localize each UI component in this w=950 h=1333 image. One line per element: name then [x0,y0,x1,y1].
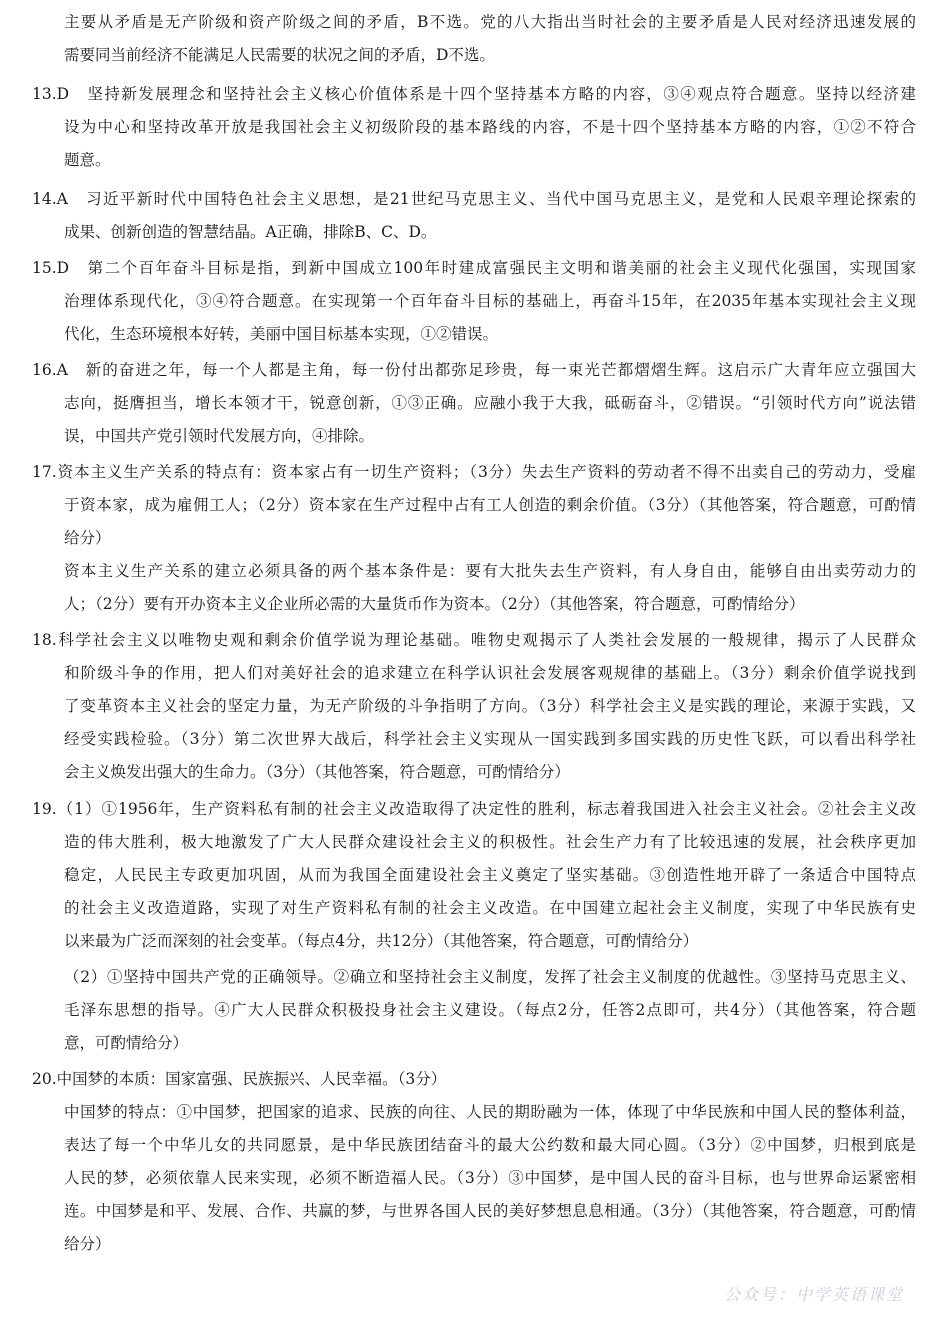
watermark: 公众号：中学英语课堂 [723,1285,904,1304]
text-line: 给分） [64,529,111,547]
text-line: 资本主义生产关系的建立必须具备的两个基本条件是：要有大批失去生产资料，有人身自由，能够自由出卖劳动力的 [64,562,916,580]
answer-20-line: 20.中国梦的本质：国家富强、民族振兴、人民幸福。（3分） [32,1070,447,1088]
text-line: 于资本家，成为雇佣工人；（2分）资本家在生产过程中占有工人创造的剩余价值。（3分）（其他答案，符合题意，可酌情 [64,496,916,514]
text-line: 设为中心和坚持改革开放是我国社会主义初级阶段的基本路线的内容，不是十四个坚持基本方略的内容，①②不符合 [64,118,916,136]
text-line: 意，可酌情给分） [64,1034,189,1052]
text-line: 人民的梦，必须依靠人民来实现，必须不断造福人民。（3分）③中国梦，是中国人民的奋斗目标，也与世界命运紧密相 [64,1169,916,1187]
text-line: 成果、创新创造的智慧结晶。A正确，排除B、C、D。 [64,223,437,241]
text-line: 主要从矛盾是无产阶级和资产阶级之间的矛盾，B不选。党的八大指出当时社会的主要矛盾是人民对经济迅速发展的 [64,13,916,31]
text-line: 人；（2分）要有开办资本主义企业所必需的大量货币作为资本。（2分）（其他答案，符合题意，可酌情给分） [64,595,805,613]
text-line: 题意。 [64,151,111,169]
text-line: 以来最为广泛而深刻的社会变革。（每点4分，共12分）（其他答案，符合题意，可酌情给分） [64,932,699,950]
answer-13-line: 13.D 坚持新发展理念和坚持社会主义核心价值体系是十四个坚持基本方略的内容，③④观点符合题意。坚持以经济建 [32,85,916,103]
text-line: 了变革资本主义社会的坚定力量，为无产阶级的斗争指明了方向。（3分）科学社会主义是实践的理论，来源于实践，又 [64,697,916,715]
text-line: 治理体系现代化，③④符合题意。在实现第一个百年奋斗目标的基础上，再奋斗15年，在2035年基本实现社会主义现 [64,292,916,310]
answer-19-line: 19.（1）①1956年，生产资料私有制的社会主义改造取得了决定性的胜利，标志着我国进入社会主义社会。②社会主义改 [32,800,916,818]
text-line: 需要同当前经济不能满足人民需要的状况之间的矛盾，D不选。 [64,46,495,64]
text-line: 和阶级斗争的作用，把人们对美好社会的追求建立在科学认识社会发展客观规律的基础上。（3分）剩余价值学说找到 [64,664,916,682]
text-line: 代化，生态环境根本好转，美丽中国目标基本实现，①②错误。 [64,325,499,343]
text-line: 志向，挺膺担当，增长本领才干，锐意创新，①③正确。应融小我于大我，砥砺奋斗，②错误。“引领时代方向”说法错 [64,394,916,412]
text-line: 中国梦的特点：①中国梦，把国家的追求、民族的向往、人民的期盼融为一体，体现了中华民族和中国人民的整体利益， [64,1103,916,1121]
answer-18-line: 18.科学社会主义以唯物史观和剩余价值学说为理论基础。唯物史观揭示了人类社会发展的一般规律，揭示了人民群众 [32,631,916,649]
text-line: 连。中国梦是和平、发展、合作、共赢的梦，与世界各国人民的美好梦想息息相通。（3分）（其他答案，符合题意，可酌情 [64,1202,916,1220]
text-line: 误，中国共产党引领时代发展方向，④排除。 [64,427,375,445]
text-line: 造的伟大胜利，极大地激发了广大人民群众建设社会主义的积极性。社会生产力有了比较迅速的发展，社会秩序更加 [64,833,916,851]
text-line: 毛泽东思想的指导。④广大人民群众积极投身社会主义建设。（每点2分，任答2点即可，共4分）（其他答案，符合题 [64,1001,916,1019]
text-line: 的社会主义改造道路，实现了对生产资料私有制的社会主义改造。在中国建立起社会主义制度，实现了中华民族有史 [64,899,916,917]
text-line: 稳定，人民民主专政更加巩固，从而为我国全面建设社会主义奠定了坚实基础。③创造性地开辟了一条适合中国特点 [64,866,916,884]
text-line: 经受实践检验。（3分）第二次世界大战后，科学社会主义实现从一国实践到多国实践的历史性飞跃，可以看出科学社 [64,730,916,748]
text-line: 表达了每一个中华儿女的共同愿景，是中华民族团结奋斗的最大公约数和最大同心圆。（3分）②中国梦，归根到底是 [64,1136,916,1154]
text-line: 会主义焕发出强大的生命力。（3分）（其他答案，符合题意，可酌情给分） [64,763,570,781]
answer-14-line: 14.A 习近平新时代中国特色社会主义思想，是21世纪马克思主义、当代中国马克思主义，是党和人民艰辛理论探索的 [32,190,916,208]
answer-16-line: 16.A 新的奋进之年，每一个人都是主角，每一份付出都弥足珍贵，每一束光芒都熠熠生辉。这启示广大青年应立强国大 [32,361,916,379]
text-line: （2）①坚持中国共产党的正确领导。②确立和坚持社会主义制度，发挥了社会主义制度的优越性。③坚持马克思主义、 [64,968,916,986]
text-line: 给分） [64,1235,111,1253]
answer-15-line: 15.D 第二个百年奋斗目标是指，到新中国成立100年时建成富强民主文明和谐美丽的社会主义现代化强国，实现国家 [32,259,916,277]
answer-17-line: 17.资本主义生产关系的特点有：资本家占有一切生产资料；（3分）失去生产资料的劳动者不得不出卖自己的劳动力，受雇 [32,463,916,481]
